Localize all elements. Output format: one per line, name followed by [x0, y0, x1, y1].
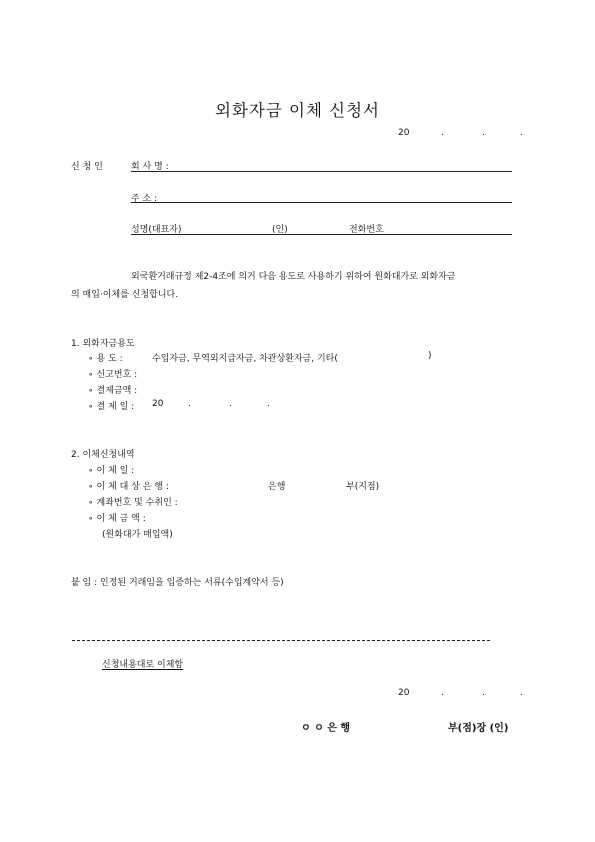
date-year: 20: [398, 128, 410, 138]
payment-date-year: 20: [152, 399, 164, 409]
purpose-value: 수입자금, 무역외지급자금, 차관상환자금, 기타(: [152, 354, 338, 364]
krw-note: (원화대가 매입액): [102, 530, 173, 540]
company-underline: [131, 171, 512, 172]
section-separator: [72, 640, 490, 641]
transfer-amount-label: ∘ 이 체 금 액 :: [88, 514, 146, 524]
intro-line-2: 의 매입·이체를 신청합니다.: [71, 290, 179, 300]
document-title: 외화자금 이체 신청서: [215, 101, 380, 120]
bank-date-year: 20: [398, 688, 410, 698]
attachment-note: 붙 임 : 인정된 거래임을 입증하는 서류(수입계약서 등): [71, 578, 284, 588]
bank-date-dot-2: .: [482, 688, 485, 698]
target-bank-label: ∘ 이 체 대 상 은 행 :: [88, 482, 169, 492]
company-label: 회 사 명 :: [131, 162, 169, 172]
payment-date-label: ∘ 결 제 일 :: [88, 402, 135, 412]
seal-label: (인): [272, 225, 288, 235]
branch-word: 부(지점): [346, 482, 380, 492]
bank-date-dot-3: .: [520, 688, 523, 698]
bank-name: ㅇ ㅇ 은 행: [301, 723, 351, 734]
section1-heading: 1. 외화자금용도: [71, 339, 135, 349]
address-label: 주 소 :: [131, 194, 158, 204]
transfer-date-label: ∘ 이 체 일 :: [88, 466, 135, 476]
name-label: 성명(대표자): [131, 225, 182, 235]
payment-amount-label: ∘ 결제금액 :: [88, 386, 138, 396]
date-sep-1: .: [441, 128, 444, 138]
intro-line-1: 외국환거래규정 제2-4조에 의거 다음 용도로 사용하기 위하여 원화대가로 외화자금: [131, 272, 456, 282]
applicant-label: 신 청 인: [71, 162, 103, 172]
payment-date-dot-1: .: [188, 399, 191, 409]
payment-date-dot-3: .: [267, 399, 270, 409]
phone-label: 전화번호: [349, 225, 384, 235]
section2-heading: 2. 이체신청내역: [71, 450, 135, 460]
date-sep-3: .: [520, 128, 523, 138]
date-sep-2: .: [482, 128, 485, 138]
branch-manager-seal: 부(점)장 (인): [448, 723, 509, 734]
bank-date-dot-1: .: [441, 688, 444, 698]
purpose-label: ∘ 용 도 :: [88, 354, 123, 364]
account-recipient-label: ∘ 계좌번호 및 수취인 :: [88, 498, 178, 508]
payment-date-dot-2: .: [229, 399, 232, 409]
name-phone-underline: [131, 234, 512, 235]
purpose-close: ): [428, 351, 432, 361]
address-underline: [131, 202, 512, 203]
bank-word: 은행: [268, 482, 286, 492]
bank-confirm-text: 신청내용대로 이체함: [102, 660, 184, 670]
report-number-label: ∘ 신고번호 :: [88, 370, 138, 380]
